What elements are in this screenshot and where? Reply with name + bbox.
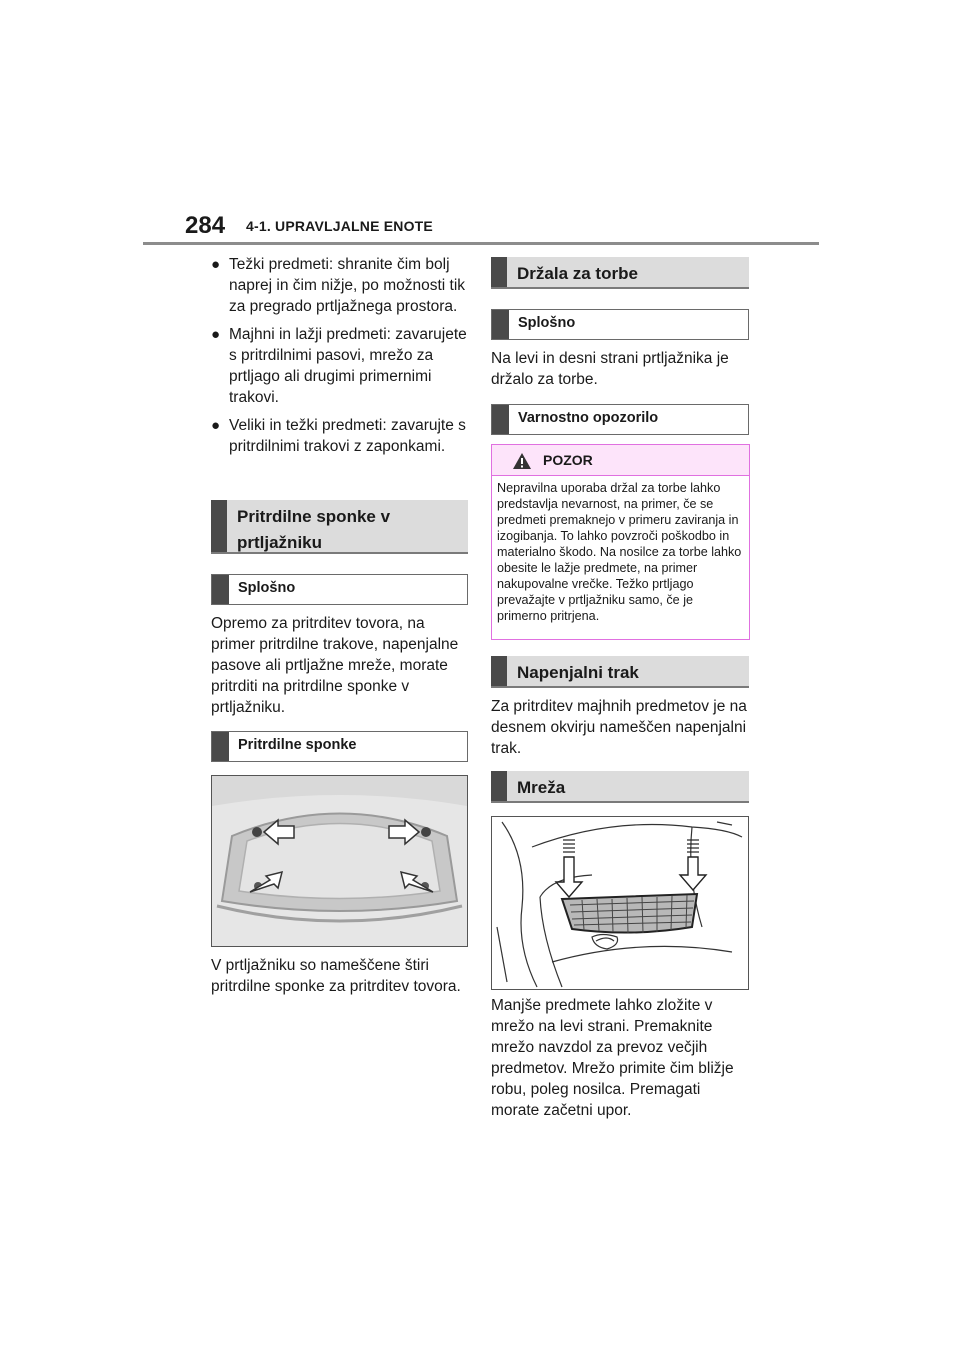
heading-bar [492, 405, 509, 434]
heading-line-2: prtljažniku [237, 533, 323, 552]
subheading-text: Splošno [518, 315, 576, 331]
header-rule [143, 242, 819, 245]
trunk-tie-down-illustration [211, 775, 468, 947]
bullet-list [211, 254, 467, 464]
bullet-icon: ● [211, 326, 221, 343]
warning-text: Nepravilna uporaba držal za torbe lahko predstavlja nevarnost, na primer, če se predmeti premaknejo v primeru zaviranja in izogibanja. To lahko povzroči poškodbo in materialno škodo. Na nosilce za torbe lahko obesite le lažje predmete, na primer nakupovalne vrečke. Težko prtljago prevažajte v prtljažniku samo, če je primerno pritrjena. [497, 481, 742, 623]
bullet-icon: ● [211, 417, 221, 434]
heading-bar [492, 310, 509, 339]
heading-bar [211, 500, 227, 552]
subheading-general [211, 574, 468, 605]
trunk-drawing [212, 776, 467, 946]
bullet-icon: ● [211, 256, 221, 273]
paragraph-tie-down-hooks: V prtljažniku so nameščene štiri pritrdilne sponke za pritrditev tovora. [211, 957, 461, 995]
bullet-text: Veliki in težki predmeti: zavarujte s pritrdilnimi trakovi z zaponkami. [229, 417, 466, 455]
heading-text: Držala za torbe [517, 264, 638, 283]
subheading-text: Pritrdilne sponke [238, 737, 357, 753]
heading-text [237, 504, 462, 556]
heading-bar [491, 257, 507, 287]
paragraph-general: Opremo za pritrditev tovora, na primer pritrdilne trakove, napenjalne pasove ali prtljažne mreže, morate pritrditi na pritrdilne sponke v prtljažniku. [211, 615, 459, 716]
subheading-text: Splošno [238, 580, 296, 596]
heading-bar [212, 732, 229, 761]
paragraph-tension-strap: Za pritrditev majhnih predmetov je na desnem okvirju nameščen napenjalni trak. [491, 698, 747, 757]
section-heading-bag-holders [491, 257, 749, 289]
page-number: 284 [185, 212, 226, 239]
bullet-text: Majhni in lažji predmeti: zavarujete s pritrdilnimi pasovi, mrežo za prtljago ali drugimi primernimi trakovi. [229, 326, 467, 406]
section-heading-tie-downs [211, 500, 468, 554]
heading-bar [491, 771, 507, 801]
net-illustration [491, 816, 749, 990]
list-item [211, 324, 467, 408]
subheading-tie-down-hooks [211, 731, 468, 762]
heading-text: Napenjalni trak [517, 663, 639, 682]
warning-triangle-icon [512, 452, 532, 470]
heading-text: Mreža [517, 778, 566, 797]
warning-header [492, 445, 749, 476]
section-title: 4-1. UPRAVLJALNE ENOTE [246, 218, 433, 234]
section-heading-net [491, 771, 749, 803]
subheading-general-right [491, 309, 749, 340]
warning-title: POZOR [543, 452, 593, 468]
subheading-safety-warning [491, 404, 749, 435]
list-item [211, 415, 467, 457]
warning-box [491, 444, 750, 640]
heading-bar [491, 656, 507, 686]
heading-line-1: Pritrdilne sponke v [237, 507, 391, 526]
list-item [211, 254, 467, 317]
heading-bar [212, 575, 229, 604]
net-drawing [492, 817, 748, 989]
paragraph-net: Manjše predmete lahko zložite v mrežo na levi strani. Premaknite mrežo navzdol za prevoz večjih predmetov. Mrežo primite čim bližje robu, poleg nosilca. Premagati morate začetni upor. [491, 997, 734, 1119]
bullet-text: Težki predmeti: shranite čim bolj naprej in čim nižje, po možnosti tik za pregrado prtljažnega prostora. [229, 256, 466, 315]
subheading-text: Varnostno opozorilo [518, 410, 659, 426]
section-heading-tension-strap [491, 656, 749, 688]
paragraph-bag-holders: Na levi in desni strani prtljažnika je držalo za torbe. [491, 350, 729, 388]
